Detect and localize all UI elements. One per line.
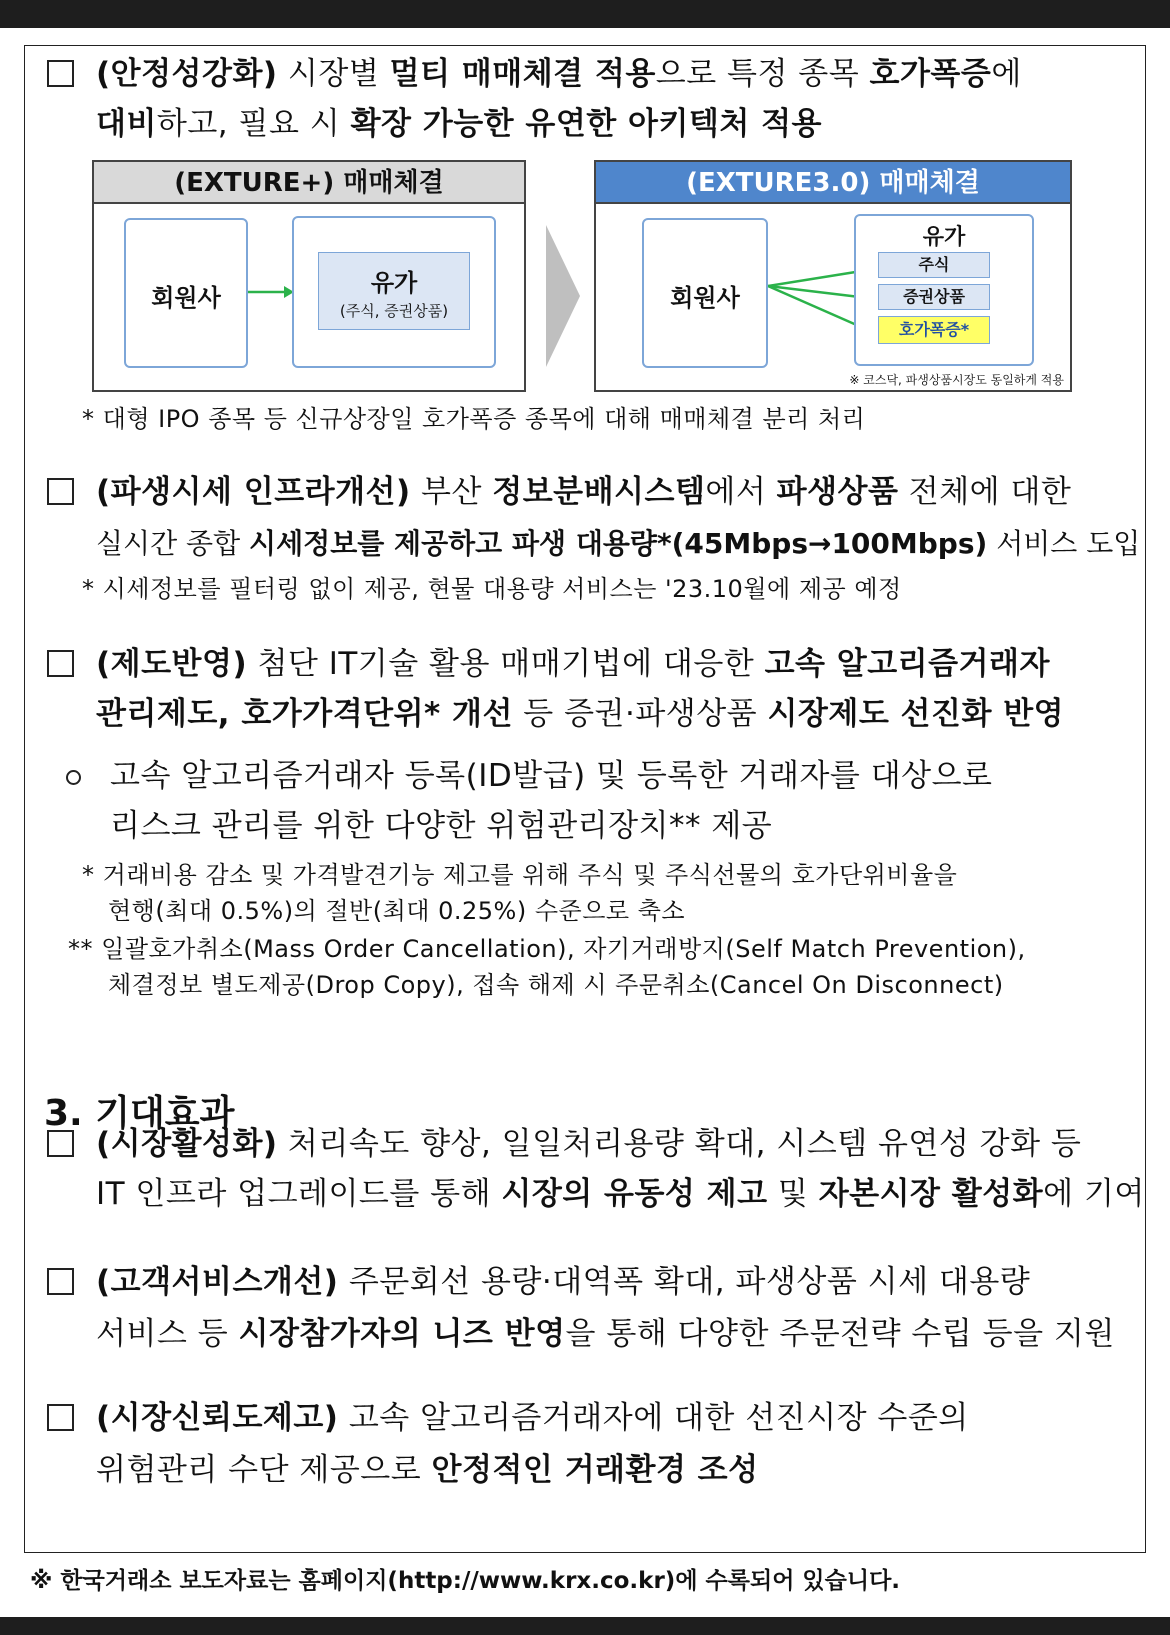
member-label: 회원사: [670, 284, 740, 312]
group-box: [854, 214, 1034, 366]
checkbox-square: [47, 1404, 74, 1431]
checkbox-square: [47, 1268, 74, 1295]
paragraph-line: IT 인프라 업그레이드를 통해 시장의 유동성 제고 및 자본시장 활성화에 기여: [96, 1176, 1145, 1212]
footnote: * 거래비용 감소 및 가격발견기능 제고를 위해 주식 및 주식선물의 호가단위비율을: [82, 861, 958, 889]
item-securities: 증권상품: [878, 284, 990, 310]
bottom-bar: [0, 1617, 1170, 1635]
bullet-line: 리스크 관리를 위한 다양한 위험관리장치** 제공: [110, 808, 773, 844]
paragraph-line: 대비하고, 필요 시 확장 가능한 유연한 아키텍처 적용: [96, 106, 822, 142]
footnote: 현행(최대 0.5%)의 절반(최대 0.25%) 수준으로 축소: [108, 897, 686, 925]
target-subtitle: (주식, 증권상품): [339, 302, 449, 320]
checkbox-square: [47, 478, 74, 505]
group-title: 유가: [922, 225, 966, 250]
member-box: [124, 218, 248, 368]
target-box: [292, 216, 496, 368]
diagram-note: ※ 코스닥, 파생상품시장도 동일하게 적용: [849, 373, 1064, 387]
item-stock: 주식: [878, 252, 990, 278]
section-heading: 3. 기대효과: [44, 1093, 235, 1134]
footnote: 체결정보 별도제공(Drop Copy), 접속 해제 시 주문취소(Cancel On Disconnect): [108, 971, 1004, 999]
bullet-line: 고속 알고리즘거래자 등록(ID발급) 및 등록한 거래자를 대상으로: [110, 758, 993, 794]
paragraph-line: (시장신뢰도제고) 고속 알고리즘거래자에 대한 선진시장 수준의: [96, 1400, 969, 1436]
bullet-circle: [66, 770, 81, 785]
diagram-right: [594, 160, 1072, 392]
target-title: 유가: [370, 269, 418, 297]
paragraph-line: (고객서비스개선) 주문회선 용량·대역폭 확대, 파생상품 시세 대용량: [96, 1264, 1031, 1300]
footer-note: ※ 한국거래소 보도자료는 홈페이지(http://www.krx.co.kr)에 수록되어 있습니다.: [30, 1568, 901, 1594]
diagram-left: [92, 160, 526, 392]
member-label: 회원사: [151, 284, 221, 312]
member-box: [642, 218, 768, 368]
diagram-title: (EXTURE3.0) 매매체결: [596, 162, 1070, 204]
target-inner: [318, 252, 470, 330]
paragraph-line: 서비스 등 시장참가자의 니즈 반영을 통해 다양한 주문전략 수립 등을 지원: [96, 1316, 1115, 1352]
item-order-surge: 호가폭증*: [878, 316, 990, 344]
top-bar: [0, 0, 1170, 28]
paragraph-line: 실시간 종합 시세정보를 제공하고 파생 대용량*(45Mbps→100Mbps) 서비스 도입: [96, 527, 1141, 560]
diagram-title: (EXTURE+) 매매체결: [94, 162, 524, 204]
checkbox-square: [47, 650, 74, 677]
paragraph-line: (안정성강화) 시장별 멀티 매매체결 적용으로 특정 종목 호가폭증에: [96, 56, 1022, 92]
footnote: ** 일괄호가취소(Mass Order Cancellation), 자기거래방지(Self Match Prevention),: [68, 935, 1026, 963]
checkbox-square: [47, 60, 74, 87]
paragraph-line: (파생시세 인프라개선) 부산 정보분배시스템에서 파생상품 전체에 대한: [96, 474, 1072, 510]
checkbox-square: [47, 1130, 74, 1157]
arrow-icon: [248, 280, 294, 304]
chevron-right-icon: [546, 225, 580, 367]
paragraph-line: 관리제도, 호가가격단위* 개선 등 증권·파생상품 시장제도 선진화 반영: [96, 696, 1065, 732]
paragraph-line: (제도반영) 첨단 IT기술 활용 매매기법에 대응한 고속 알고리즘거래자: [96, 646, 1050, 682]
footnote: * 시세정보를 필터링 없이 제공, 현물 대용량 서비스는 '23.10월에 제공 예정: [82, 575, 902, 603]
paragraph-line: (시장활성화) 처리속도 향상, 일일처리용량 확대, 시스템 유연성 강화 등: [96, 1126, 1082, 1162]
footnote: * 대형 IPO 종목 등 신규상장일 호가폭증 종목에 대해 매매체결 분리 처리: [82, 405, 866, 433]
paragraph-line: 위험관리 수단 제공으로 안정적인 거래환경 조성: [96, 1452, 759, 1488]
